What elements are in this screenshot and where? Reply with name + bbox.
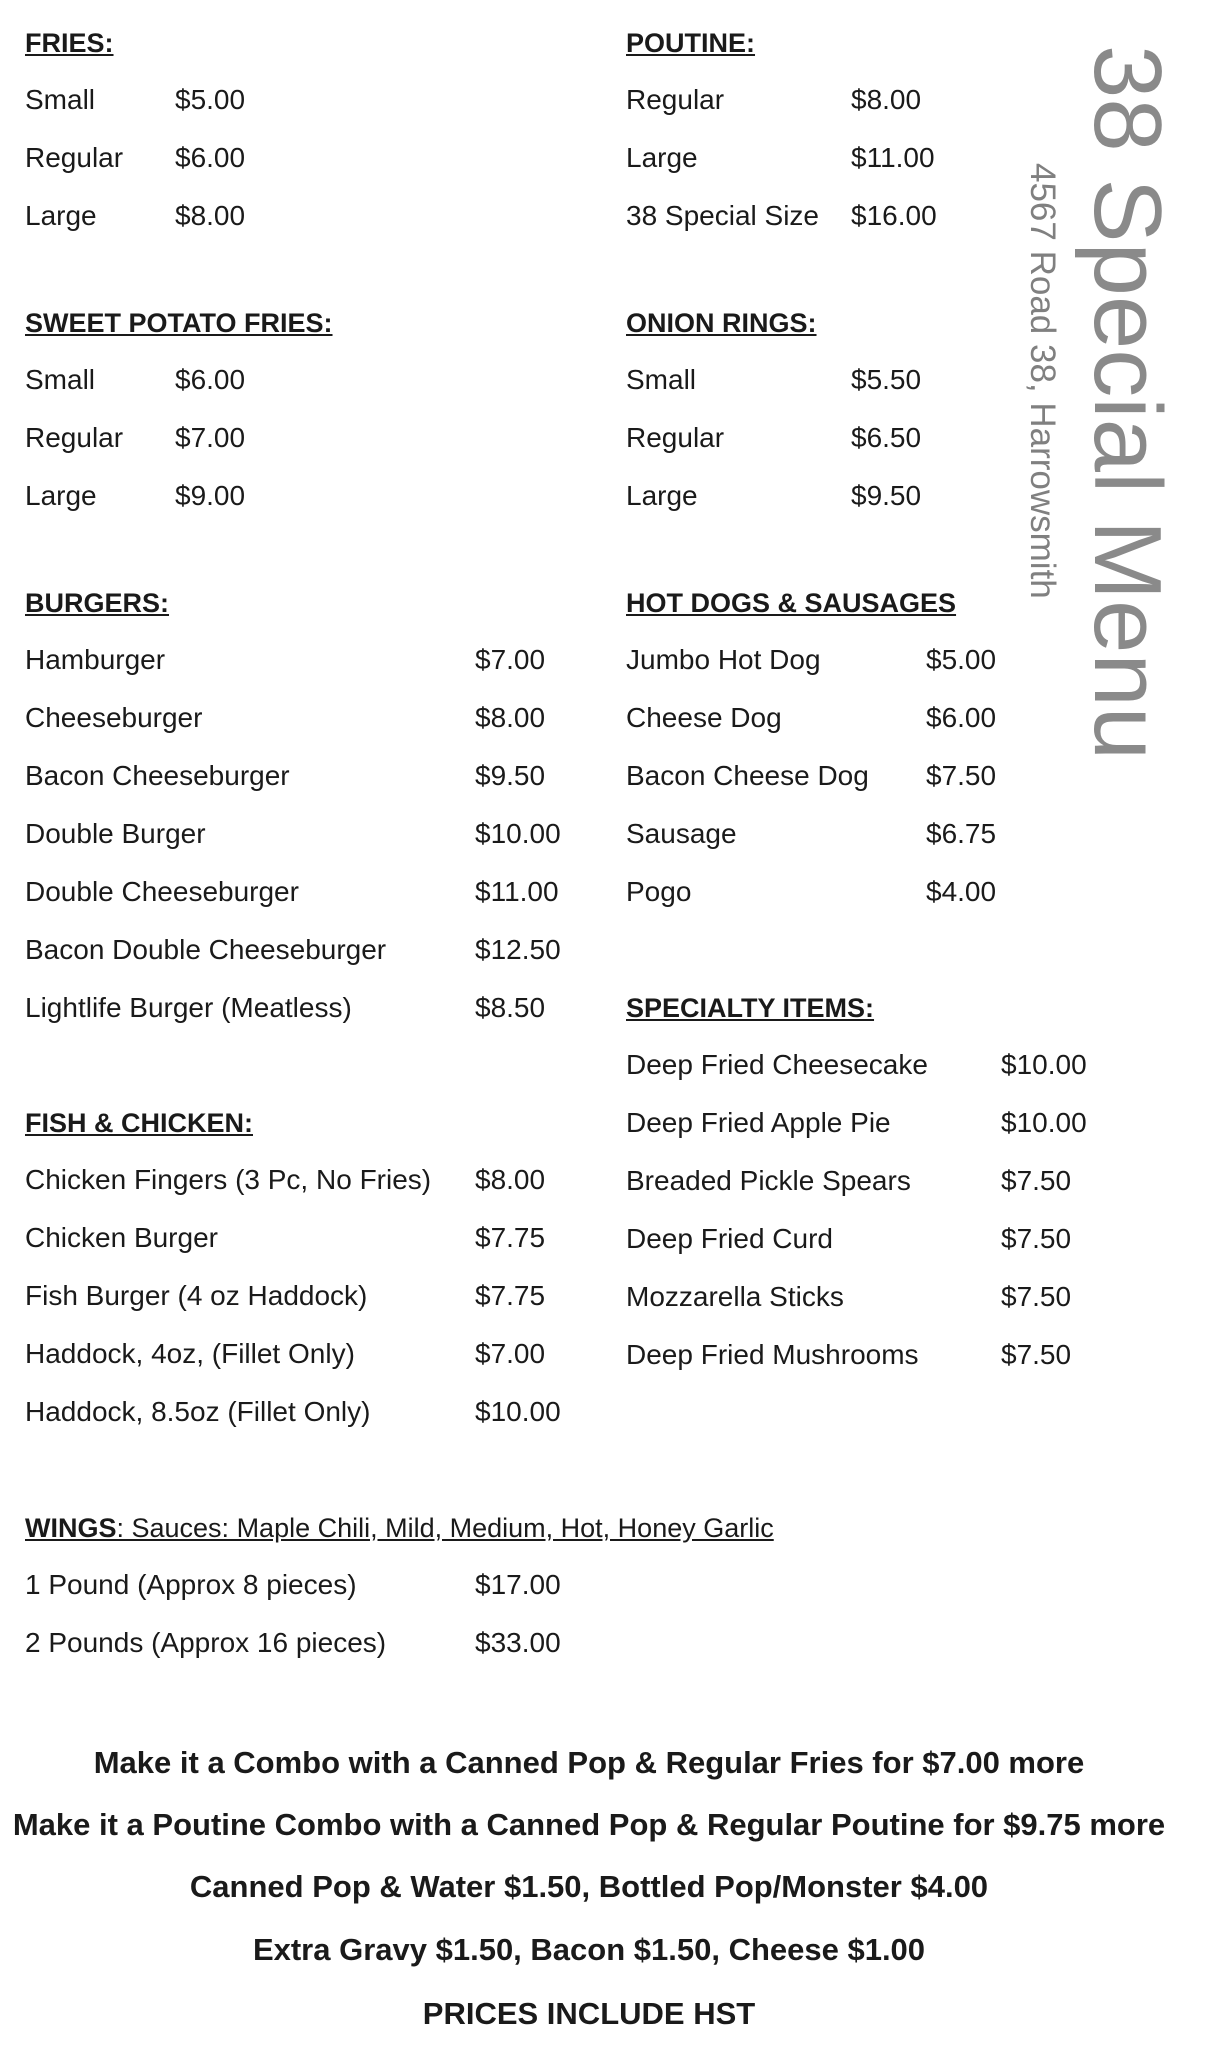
section-heading bbox=[25, 1513, 774, 1544]
item-price: $7.00 bbox=[475, 1338, 546, 1369]
item-name: Large bbox=[626, 480, 698, 511]
item-price: $6.00 bbox=[926, 702, 997, 733]
address: 4567 Road 38, Harrowsmith bbox=[1023, 163, 1062, 599]
section-heading: POUTINE: bbox=[626, 28, 756, 58]
item-name: Cheeseburger bbox=[25, 702, 203, 733]
wings-heading: WINGS bbox=[25, 1513, 117, 1543]
item-price: $7.00 bbox=[175, 422, 246, 453]
item-price: $6.00 bbox=[175, 142, 246, 173]
item-name: Bacon Double Cheeseburger bbox=[25, 934, 387, 965]
item-name: Lightlife Burger (Meatless) bbox=[25, 992, 352, 1023]
section-heading: BURGERS: bbox=[25, 588, 170, 618]
wings-sauces: : Sauces: Maple Chili, Mild, Medium, Hot, Honey Garlic bbox=[116, 1513, 774, 1543]
item-price: $8.00 bbox=[475, 1164, 546, 1195]
item-name: Hamburger bbox=[25, 644, 166, 675]
item-name: Bacon Cheeseburger bbox=[25, 760, 290, 791]
item-price: $8.00 bbox=[175, 200, 246, 231]
item-name: Regular bbox=[626, 422, 725, 453]
section-heading: FISH & CHICKEN: bbox=[25, 1108, 253, 1138]
item-price: $7.00 bbox=[475, 644, 546, 675]
item-price: $11.00 bbox=[851, 142, 935, 173]
item-name: Haddock, 4oz, (Fillet Only) bbox=[25, 1338, 355, 1369]
item-name: Regular bbox=[25, 142, 124, 173]
item-name: Fish Burger (4 oz Haddock) bbox=[25, 1280, 368, 1311]
item-price: $8.00 bbox=[475, 702, 546, 733]
item-name: Sausage bbox=[626, 818, 737, 849]
item-price: $5.00 bbox=[926, 644, 997, 675]
item-name: Large bbox=[25, 480, 97, 511]
item-name: Chicken Burger bbox=[25, 1222, 218, 1253]
item-price: $7.50 bbox=[1001, 1223, 1072, 1254]
item-name: Deep Fried Cheesecake bbox=[626, 1049, 928, 1080]
menu-title: 38 Special Menu bbox=[1074, 45, 1181, 761]
item-name: Haddock, 8.5oz (Fillet Only) bbox=[25, 1396, 371, 1427]
hst-note: PRICES INCLUDE HST bbox=[422, 1996, 756, 2031]
item-price: $7.75 bbox=[475, 1280, 546, 1311]
extras-note: Extra Gravy $1.50, Bacon $1.50, Cheese $1.00 bbox=[252, 1932, 926, 1967]
poutine-combo-note: Make it a Poutine Combo with a Canned Pop & Regular Poutine for $9.75 more bbox=[12, 1807, 1166, 1842]
item-name: Large bbox=[25, 200, 97, 231]
item-name: Cheese Dog bbox=[626, 702, 782, 733]
item-price: $10.00 bbox=[1001, 1049, 1087, 1080]
item-name: Small bbox=[25, 364, 96, 395]
item-name: Double Cheeseburger bbox=[25, 876, 299, 907]
item-price: $7.50 bbox=[926, 760, 997, 791]
item-price: $7.50 bbox=[1001, 1339, 1072, 1370]
item-price: $10.00 bbox=[1001, 1107, 1087, 1138]
item-price: $7.50 bbox=[1001, 1165, 1072, 1196]
item-name: Double Burger bbox=[25, 818, 206, 849]
item-name: Pogo bbox=[626, 876, 692, 907]
item-name: 1 Pound (Approx 8 pieces) bbox=[25, 1569, 357, 1600]
item-price: $16.00 bbox=[851, 200, 937, 231]
item-name: 2 Pounds (Approx 16 pieces) bbox=[25, 1627, 387, 1658]
item-name: Deep Fried Mushrooms bbox=[626, 1339, 919, 1370]
item-price: $9.00 bbox=[175, 480, 246, 511]
item-price: $7.75 bbox=[475, 1222, 546, 1253]
combo-note: Make it a Combo with a Canned Pop & Regular Fries for $7.00 more bbox=[93, 1745, 1085, 1780]
item-price: $6.75 bbox=[926, 818, 997, 849]
item-price: $8.00 bbox=[851, 84, 922, 115]
item-price: $17.00 bbox=[475, 1569, 561, 1600]
item-name: Small bbox=[25, 84, 96, 115]
item-price: $12.50 bbox=[475, 934, 561, 965]
item-price: $5.00 bbox=[175, 84, 246, 115]
item-name: Chicken Fingers (3 Pc, No Fries) bbox=[25, 1164, 432, 1195]
item-name: Mozzarella Sticks bbox=[626, 1281, 844, 1312]
item-price: $33.00 bbox=[475, 1627, 561, 1658]
item-price: $10.00 bbox=[475, 1396, 561, 1427]
item-name: Deep Fried Apple Pie bbox=[626, 1107, 891, 1138]
drinks-note: Canned Pop & Water $1.50, Bottled Pop/Monster $4.00 bbox=[189, 1869, 989, 1904]
section-heading: SWEET POTATO FRIES: bbox=[25, 308, 333, 338]
item-name: Regular bbox=[626, 84, 725, 115]
item-price: $6.00 bbox=[175, 364, 246, 395]
item-price: $8.50 bbox=[475, 992, 546, 1023]
item-name: Jumbo Hot Dog bbox=[626, 644, 821, 675]
item-name: Small bbox=[626, 364, 697, 395]
item-name: Large bbox=[626, 142, 698, 173]
item-price: $9.50 bbox=[851, 480, 922, 511]
item-price: $7.50 bbox=[1001, 1281, 1072, 1312]
section-heading: SPECIALTY ITEMS: bbox=[626, 993, 875, 1023]
item-name: Bacon Cheese Dog bbox=[626, 760, 869, 791]
section-heading: ONION RINGS: bbox=[626, 308, 817, 338]
item-price: $10.00 bbox=[475, 818, 561, 849]
item-price: $5.50 bbox=[851, 364, 922, 395]
section-heading: FRIES: bbox=[25, 28, 114, 58]
item-name: Breaded Pickle Spears bbox=[626, 1165, 911, 1196]
item-name: Deep Fried Curd bbox=[626, 1223, 833, 1254]
item-price: $4.00 bbox=[926, 876, 997, 907]
item-name: Regular bbox=[25, 422, 124, 453]
section-heading: HOT DOGS & SAUSAGES bbox=[626, 588, 957, 618]
item-price: $11.00 bbox=[475, 876, 559, 907]
item-price: $9.50 bbox=[475, 760, 546, 791]
item-price: $6.50 bbox=[851, 422, 922, 453]
item-name: 38 Special Size bbox=[626, 200, 820, 231]
